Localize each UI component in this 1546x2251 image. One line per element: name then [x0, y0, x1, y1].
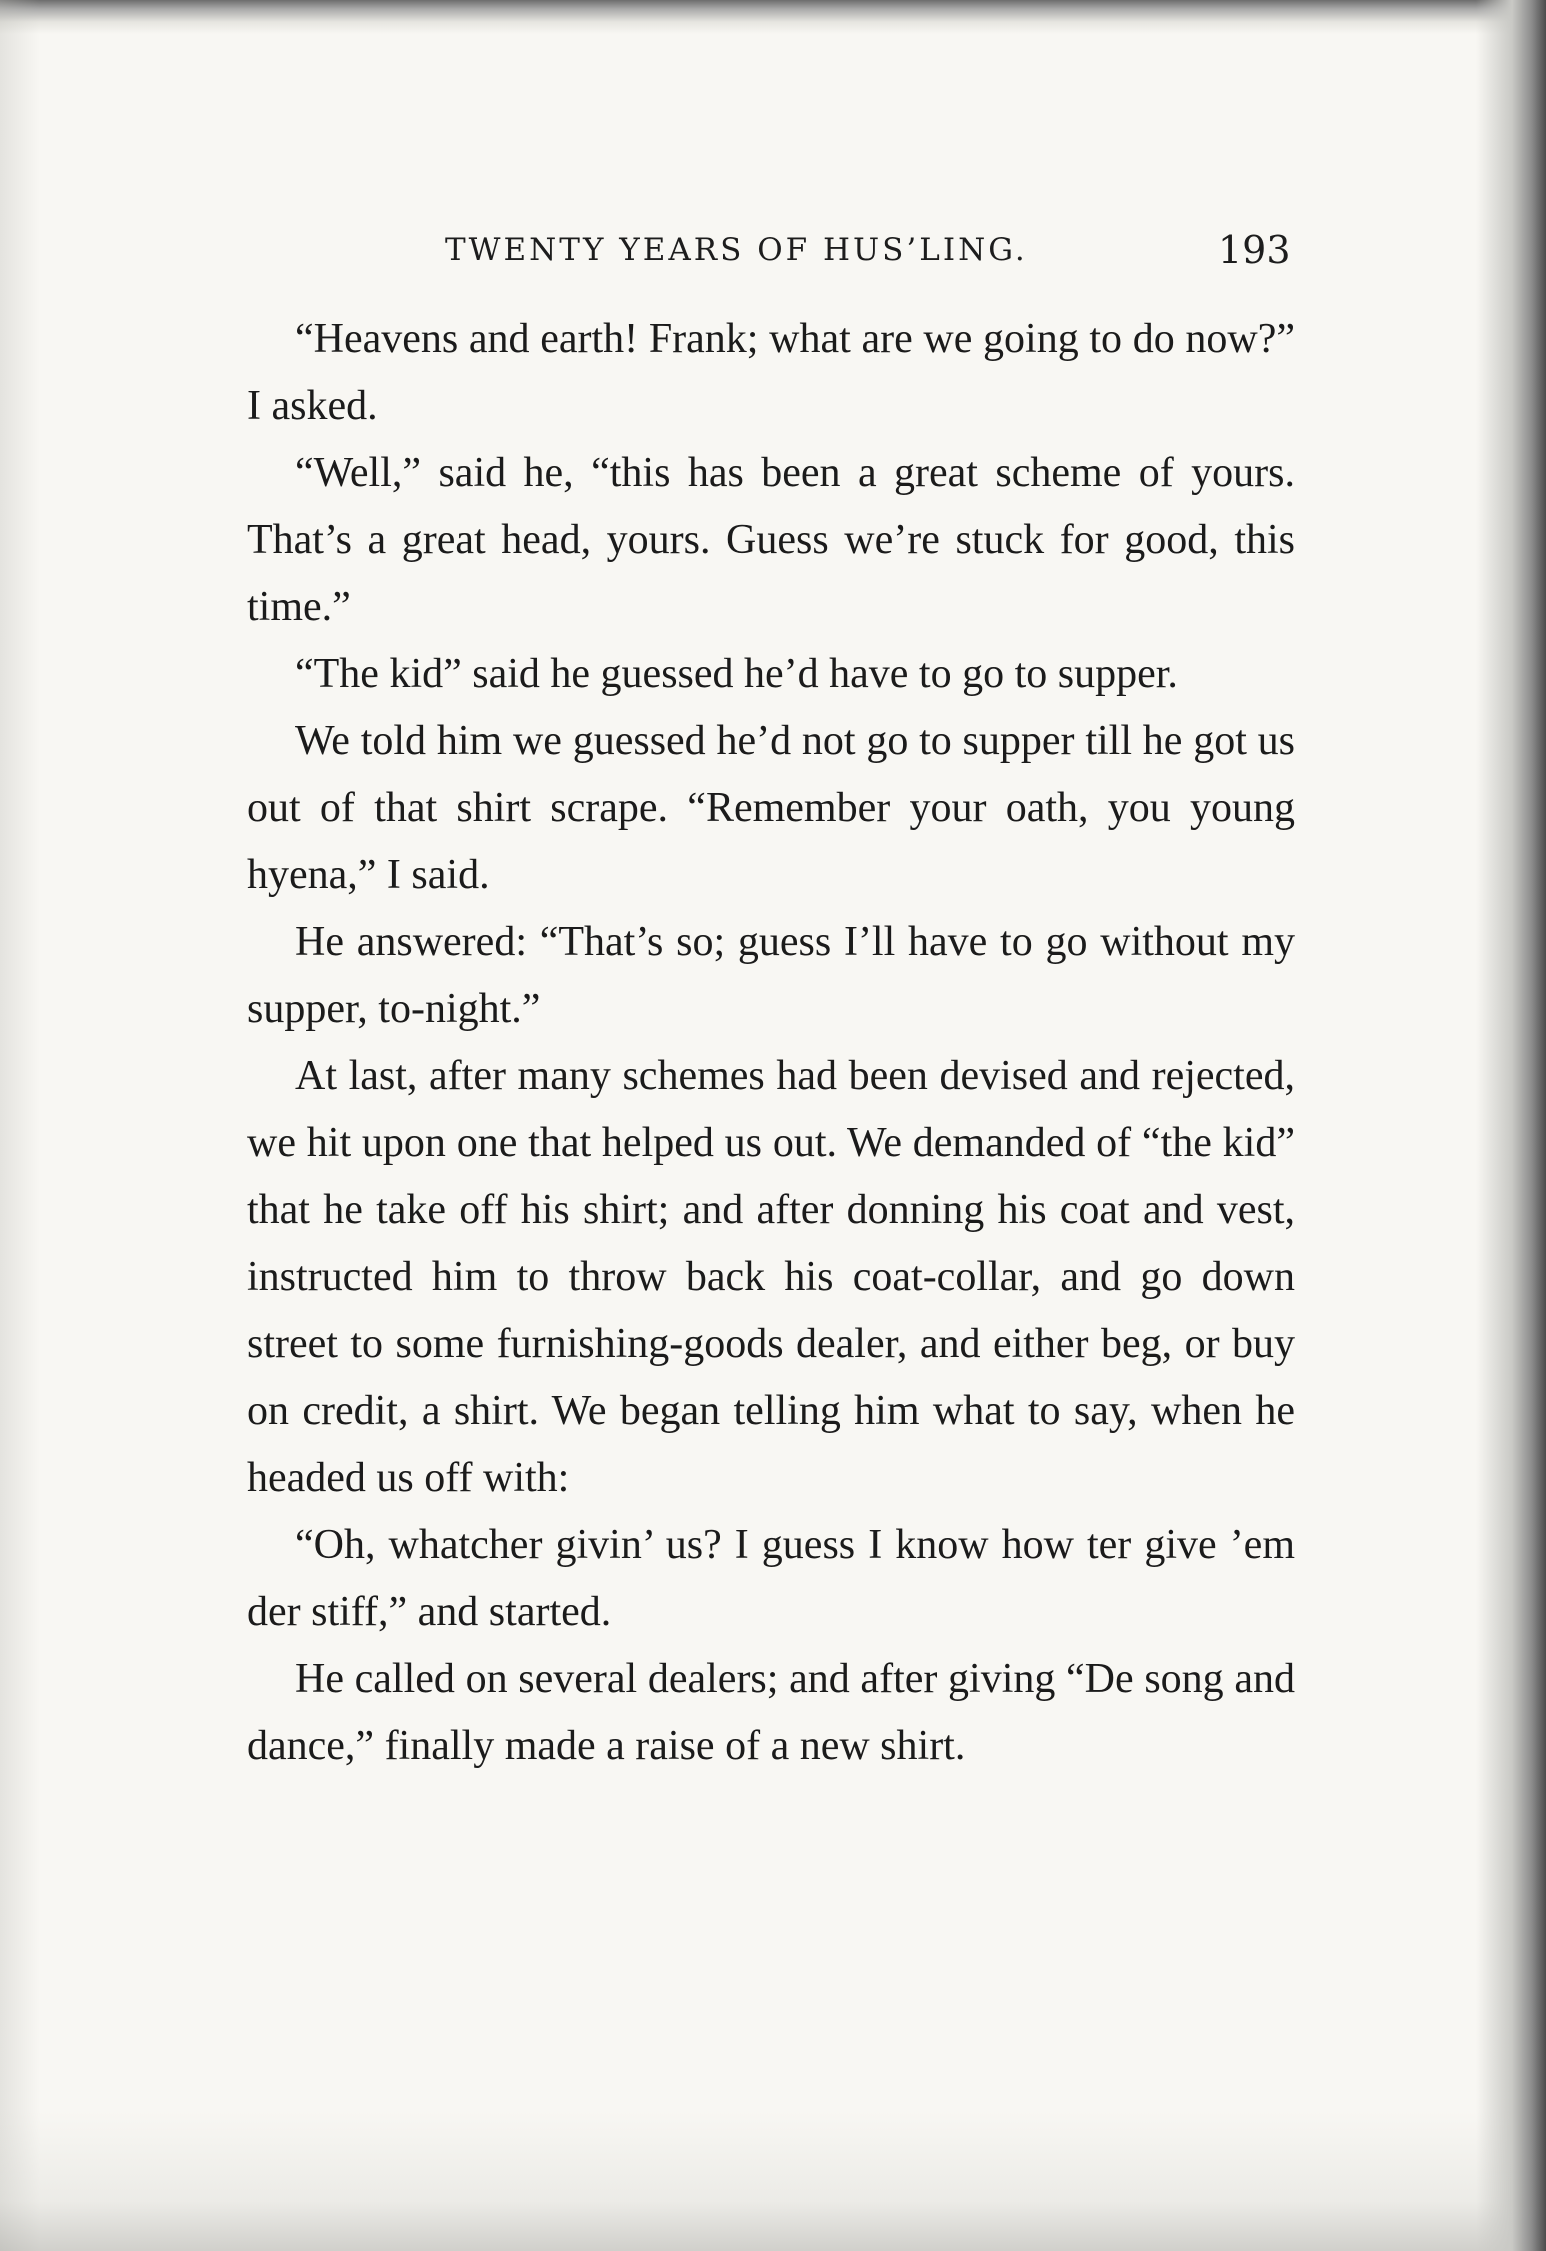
paragraph: “Heavens and earth! Frank; what are we going to do now?” I asked.: [247, 316, 1295, 429]
running-title: TWENTY YEARS OF HUS’LING.: [445, 232, 1028, 268]
running-head: [0, 228, 1546, 278]
paragraph: He called on several dealers; and after giving “De song and dance,” finally made a raise of a new shirt.: [247, 1656, 1295, 1769]
body-text: [247, 306, 1295, 1780]
scan-edge-right: [1476, 0, 1546, 2251]
scan-edge-top: [0, 0, 1546, 34]
paragraph: He answered: “That’s so; guess I’ll have to go without my supper, to-night.”: [247, 919, 1295, 1032]
paragraph: We told him we guessed he’d not go to supper till he got us out of that shirt scrape. “Remember your oath, you young hyena,” I said.: [247, 718, 1295, 898]
scan-edge-bottom: [0, 2111, 1546, 2251]
paragraph: “Oh, whatcher givin’ us? I guess I know how ter give ’em der stiff,” and started.: [247, 1522, 1295, 1635]
paragraph: At last, after many schemes had been devised and rejected, we hit upon one that helped us out. We demanded of “the kid” that he take off his shirt; and after donning his coat and vest, instructed him to throw back his coat-collar, and go down street to some furnishing-goods dealer, and either beg, or buy on credit, a shirt. We began telling him what to say, when he headed us off with:: [247, 1053, 1295, 1501]
paragraph: “Well,” said he, “this has been a great scheme of yours. That’s a great head, yours. Guess we’re stuck for good, this time.”: [247, 450, 1295, 630]
paragraph: “The kid” said he guessed he’d have to go to supper.: [295, 651, 1178, 697]
scan-edge-left: [0, 0, 40, 2251]
page-number: 193: [1218, 228, 1291, 272]
